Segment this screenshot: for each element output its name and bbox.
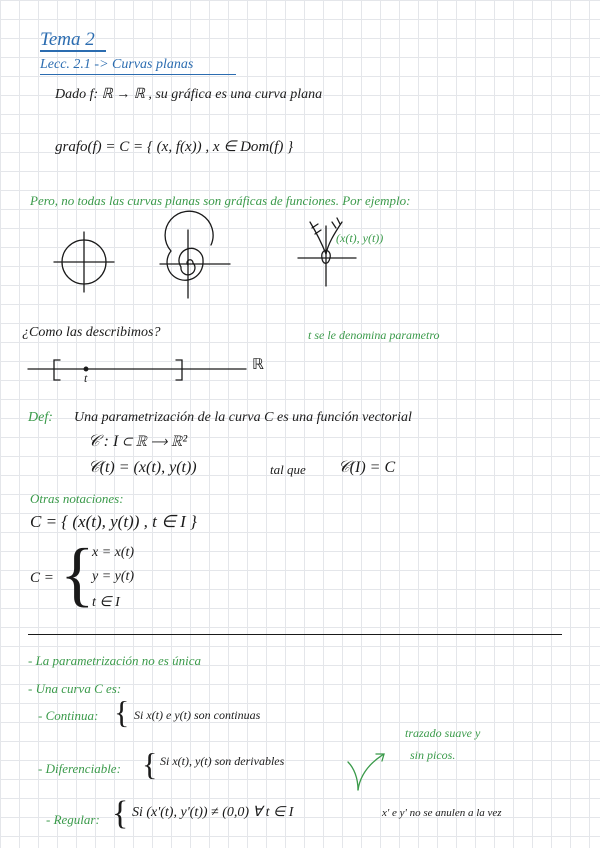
title-underline [40, 50, 106, 52]
left-bracket [54, 360, 60, 380]
parameter-note: t se le denomina parametro [308, 328, 440, 342]
right-bracket [176, 360, 182, 380]
spiral-figure [150, 222, 240, 302]
diferenciable-label: - Diferenciable: [38, 761, 121, 776]
bullet-curve-is: - Una curva C es: [28, 681, 122, 696]
curves-note: Pero, no todas las curvas planas son gráficas de funciones. Por ejemplo: [30, 193, 411, 208]
side-note-2: sin picos. [410, 748, 456, 762]
regular-brace: { [112, 795, 129, 832]
circle-figure [50, 230, 120, 300]
subtitle-underline [40, 74, 236, 75]
continua-brace: { [114, 694, 130, 730]
param-formula: 𝒞(t) = (x(t), y(t)) [88, 459, 197, 476]
smooth-arrow-icon [344, 748, 394, 792]
system-line-t: t ∈ I [92, 595, 120, 610]
diferenciable-text: Si x(t), y(t) son derivables [160, 754, 285, 768]
real-label: ℝ [252, 356, 264, 373]
side-note-1: trazado suave y [405, 726, 481, 740]
t-label: t [84, 371, 88, 385]
other-notations-label: Otras notaciones: [30, 491, 124, 506]
intro-line: Dado f: ℝ → ℝ , su gráfica es una curva plana [55, 87, 323, 102]
page-title: Tema 2 [40, 29, 95, 50]
cusp-tick-4 [337, 218, 340, 224]
map-expression: 𝒞 : I ⊂ ℝ ⟶ ℝ² [88, 433, 188, 450]
regular-text: Si (x'(t), y'(t)) ≠ (0,0) ∀ t ∈ I [132, 805, 294, 820]
lesson-subtitle: Lecc. 2.1 -> Curvas planas [40, 57, 194, 72]
system-line-x: x = x(t) [92, 545, 135, 560]
system-prefix: C = [30, 570, 54, 586]
continua-text: Si x(t) e y(t) son continuas [134, 708, 261, 722]
question-text: ¿Como las describimos? [22, 325, 161, 340]
spiral-curve [165, 211, 213, 280]
cusp-figure [292, 214, 372, 294]
interval-diagram [26, 356, 256, 386]
graph-definition: grafo(f) = C = { (x, f(x)) , x ∈ Dom(f) } [55, 139, 294, 155]
point-label: (x(t), y(t)) [336, 231, 384, 245]
system-line-y: y = y(t) [92, 569, 135, 584]
system-brace: { [60, 534, 95, 614]
diferenciable-brace: { [142, 746, 158, 782]
regular-note: x' e y' no se anulen a la vez [382, 807, 502, 819]
definition-tag: Def: [28, 410, 53, 425]
set-notation: C = { (x(t), y(t)) , t ∈ I } [30, 512, 197, 531]
definition-text: Una parametrización de la curva C es una función vectorial [74, 410, 412, 425]
regular-label: - Regular: [46, 812, 100, 827]
cusp-tick-3 [332, 222, 336, 228]
image-formula: 𝒞(I) = C [338, 459, 396, 476]
bullet-not-unique: - La parametrización no es única [28, 653, 201, 668]
such-that-text: tal que [270, 462, 306, 477]
section-divider [28, 634, 562, 635]
continua-label: - Continua: [38, 708, 99, 723]
